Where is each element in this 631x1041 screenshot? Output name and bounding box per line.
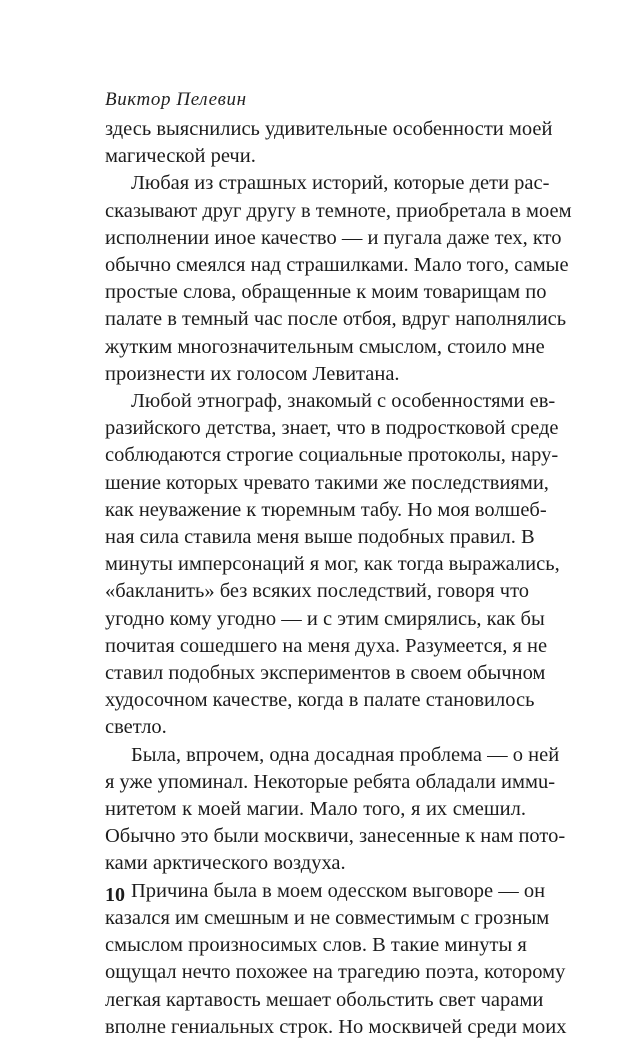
text-line: обычно смеялся над страшилками. Мало того, самые	[105, 254, 569, 277]
text-line: Была, впрочем, одна досадная проблема — о ней	[131, 743, 560, 766]
text-line: сказывают друг другу в темноте, приобретала в моем	[105, 199, 572, 222]
text-line: казался им смешным и не совместимым с грозным	[105, 906, 550, 929]
running-head-author: Виктор Пелевин	[105, 89, 247, 110]
text-line: ками арктического воздуха.	[105, 852, 346, 875]
text-line: магической речи.	[105, 145, 256, 168]
text-line: ставил подобных экспериментов в своем обычном	[105, 662, 546, 685]
body-text	[105, 116, 572, 1041]
text-line: легкая картавость мешает обольстить свет чарами	[105, 988, 544, 1011]
text-line: смыслом произносимых слов. В такие минуты я	[105, 934, 527, 957]
text-line: угодно кому угодно — и с этим смирялись, как бы	[105, 607, 545, 630]
paragraph	[105, 742, 566, 878]
text-line: худосочном качестве, когда в палате становилось	[105, 689, 535, 712]
text-line: Любой этнограф, знакомый с особенностями ев-	[131, 390, 556, 413]
text-line: почитая сошедшего на меня духа. Разумеется, я не	[105, 634, 548, 657]
text-line: разийского детства, знает, что в подростковой среде	[105, 417, 559, 440]
text-line: исполнении иное качество — и пугала даже тех, кто	[105, 226, 562, 249]
text-line: вполне гениальных строк. Но москвичей среди моих	[105, 1015, 567, 1038]
text-line: как неуважение к тюремным табу. Но моя волшеб-	[105, 498, 547, 521]
page-number: 10	[105, 884, 125, 906]
text-line: здесь выяснились удивительные особенности моей	[105, 118, 553, 140]
paragraph	[105, 170, 572, 388]
text-line: жутким многозначительным смыслом, стоило мне	[105, 335, 545, 358]
text-line: палате в темный час после отбоя, вдруг наполнялись	[105, 308, 567, 331]
text-line: ная сила ставила меня выше подобных правил. В	[105, 526, 535, 549]
text-line: произнести их голосом Левитана.	[105, 362, 400, 385]
text-line: простые слова, обращенные к моим товарищам по	[105, 281, 547, 304]
text-line: нитетом к моей магии. Мало того, я их смешил.	[105, 798, 526, 821]
text-line: я уже упоминал. Некоторые ребята обладали иммu-	[105, 770, 556, 793]
paragraph	[105, 116, 553, 170]
text-line: ощущал нечто похожее на трагедию поэта, которому	[105, 961, 566, 984]
text-line: соблюдаются строгие социальные протоколы, нару-	[105, 444, 559, 467]
paragraph	[105, 878, 567, 1041]
text-line: минуты имперсонаций я мог, как тогда выражались,	[105, 553, 560, 576]
text-line: шение которых чревато такими же последствиями,	[105, 471, 549, 494]
text-line: «бакланить» без всяких последствий, говоря что	[105, 580, 530, 603]
paragraph	[105, 388, 560, 742]
text-line: светло.	[105, 716, 167, 739]
text-line: Обычно это были москвичи, занесенные к нам пото-	[105, 825, 566, 848]
text-line: Причина была в моем одесском выговоре — он	[131, 879, 546, 902]
text-line: Любая из страшных историй, которые дети рас-	[131, 172, 550, 195]
